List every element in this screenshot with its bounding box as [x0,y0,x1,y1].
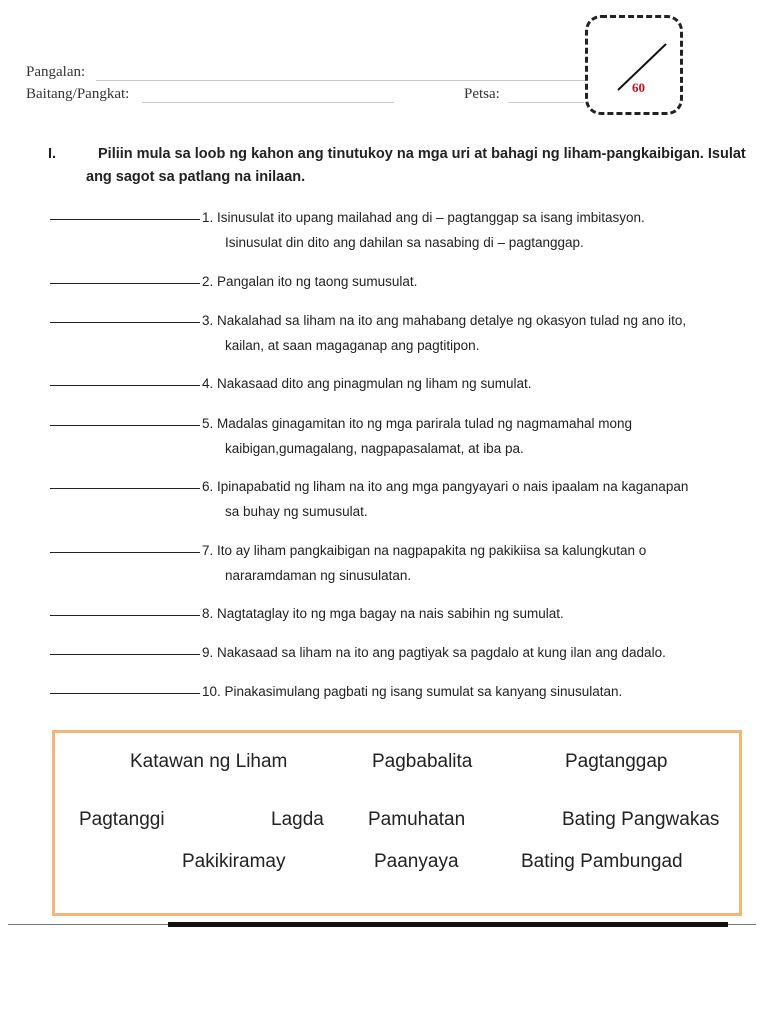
answer-blank[interactable] [50,538,200,553]
question-text: 10. Pinakasimulang pagbati ng isang sumulat sa kanyang sinusulatan. [202,684,623,699]
answer-blank[interactable] [50,601,200,616]
question-text: 7. Ito ay liham pangkaibigan na nagpapakita ng pakikiisa sa kalungkutan o [202,543,647,558]
footer-divider-left [8,924,168,925]
choice-lagda: Lagda [271,809,324,830]
choice-pamuhatan: Pamuhatan [368,809,466,830]
answer-blank[interactable] [50,269,200,284]
answer-blank[interactable] [50,679,200,694]
question-text-cont: kaibigan,gumagalang, nagpapasalamat, at iba pa. [225,441,524,456]
date-field[interactable] [508,102,584,103]
choice-bating-pambungad: Bating Pambungad [521,851,683,872]
choice-paanyaya: Paanyaya [374,851,459,872]
question-text-cont: nararamdaman ng sinusulatan. [225,568,412,583]
answer-blank[interactable] [50,371,200,386]
name-label: Pangalan: [26,64,86,80]
question-text: 9. Nakasaad sa liham na ito ang pagtiyak sa pagdalo at kung ilan ang dadalo. [202,645,666,660]
question-text: 5. Madalas ginagamitan ito ng mga parirala tulad ng nagmamahal mong [202,416,633,431]
grade-field[interactable] [142,102,394,103]
question-text: 6. Ipinapabatid ng liham na ito ang mga pangyayari o nais ipaalam na kaganapan [202,479,689,494]
section-number: I. [48,146,57,162]
answer-blank[interactable] [50,205,200,220]
choice-katawan-ng-liham: Katawan ng Liham [130,751,288,772]
grade-label: Baitang/Pangkat: [26,86,130,102]
question-text: 1. Isinusulat ito upang mailahad ang di – pagtanggap sa isang imbitasyon. [202,210,645,225]
question-text-cont: Isinusulat din dito ang dahilan sa nasabing di – pagtanggap. [225,235,584,250]
footer-divider-thick [168,922,728,927]
question-text: 4. Nakasaad dito ang pinagmulan ng liham ng sumulat. [202,376,532,391]
name-field[interactable] [96,80,586,81]
score-total: 60 [632,80,645,95]
footer-divider-right [728,924,756,925]
score-box[interactable] [585,15,683,115]
question-text: 3. Nakalahad sa liham na ito ang mahabang detalye ng okasyon tulad ng ano ito, [202,313,687,328]
answer-blank[interactable] [50,474,200,489]
question-text-cont: kailan, at saan magaganap ang pagtitipon. [225,338,480,353]
answer-blank[interactable] [50,308,200,323]
instruction-line-1: Piliin mula sa loob ng kahon ang tinutukoy na mga uri at bahagi ng liham-pangkaibigan. Isulat [98,146,746,162]
question-text: 8. Nagtataglay ito ng mga bagay na nais sabihin ng sumulat. [202,606,564,621]
choices-box [52,730,742,916]
score-slash-icon [588,18,680,112]
answer-blank[interactable] [50,411,200,426]
question-text: 2. Pangalan ito ng taong sumusulat. [202,274,418,289]
date-label: Petsa: [464,86,500,102]
choice-pagtanggap: Pagtanggap [565,751,668,772]
choice-pagbabalita: Pagbabalita [372,751,473,772]
choice-bating-pangwakas: Bating Pangwakas [562,809,720,830]
question-text-cont: sa buhay ng sumusulat. [225,504,368,519]
answer-blank[interactable] [50,640,200,655]
choice-pagtanggi: Pagtanggi [79,809,165,830]
choice-pakikiramay: Pakikiramay [182,851,286,872]
instruction-line-2: ang sagot sa patlang na inilaan. [86,169,306,185]
